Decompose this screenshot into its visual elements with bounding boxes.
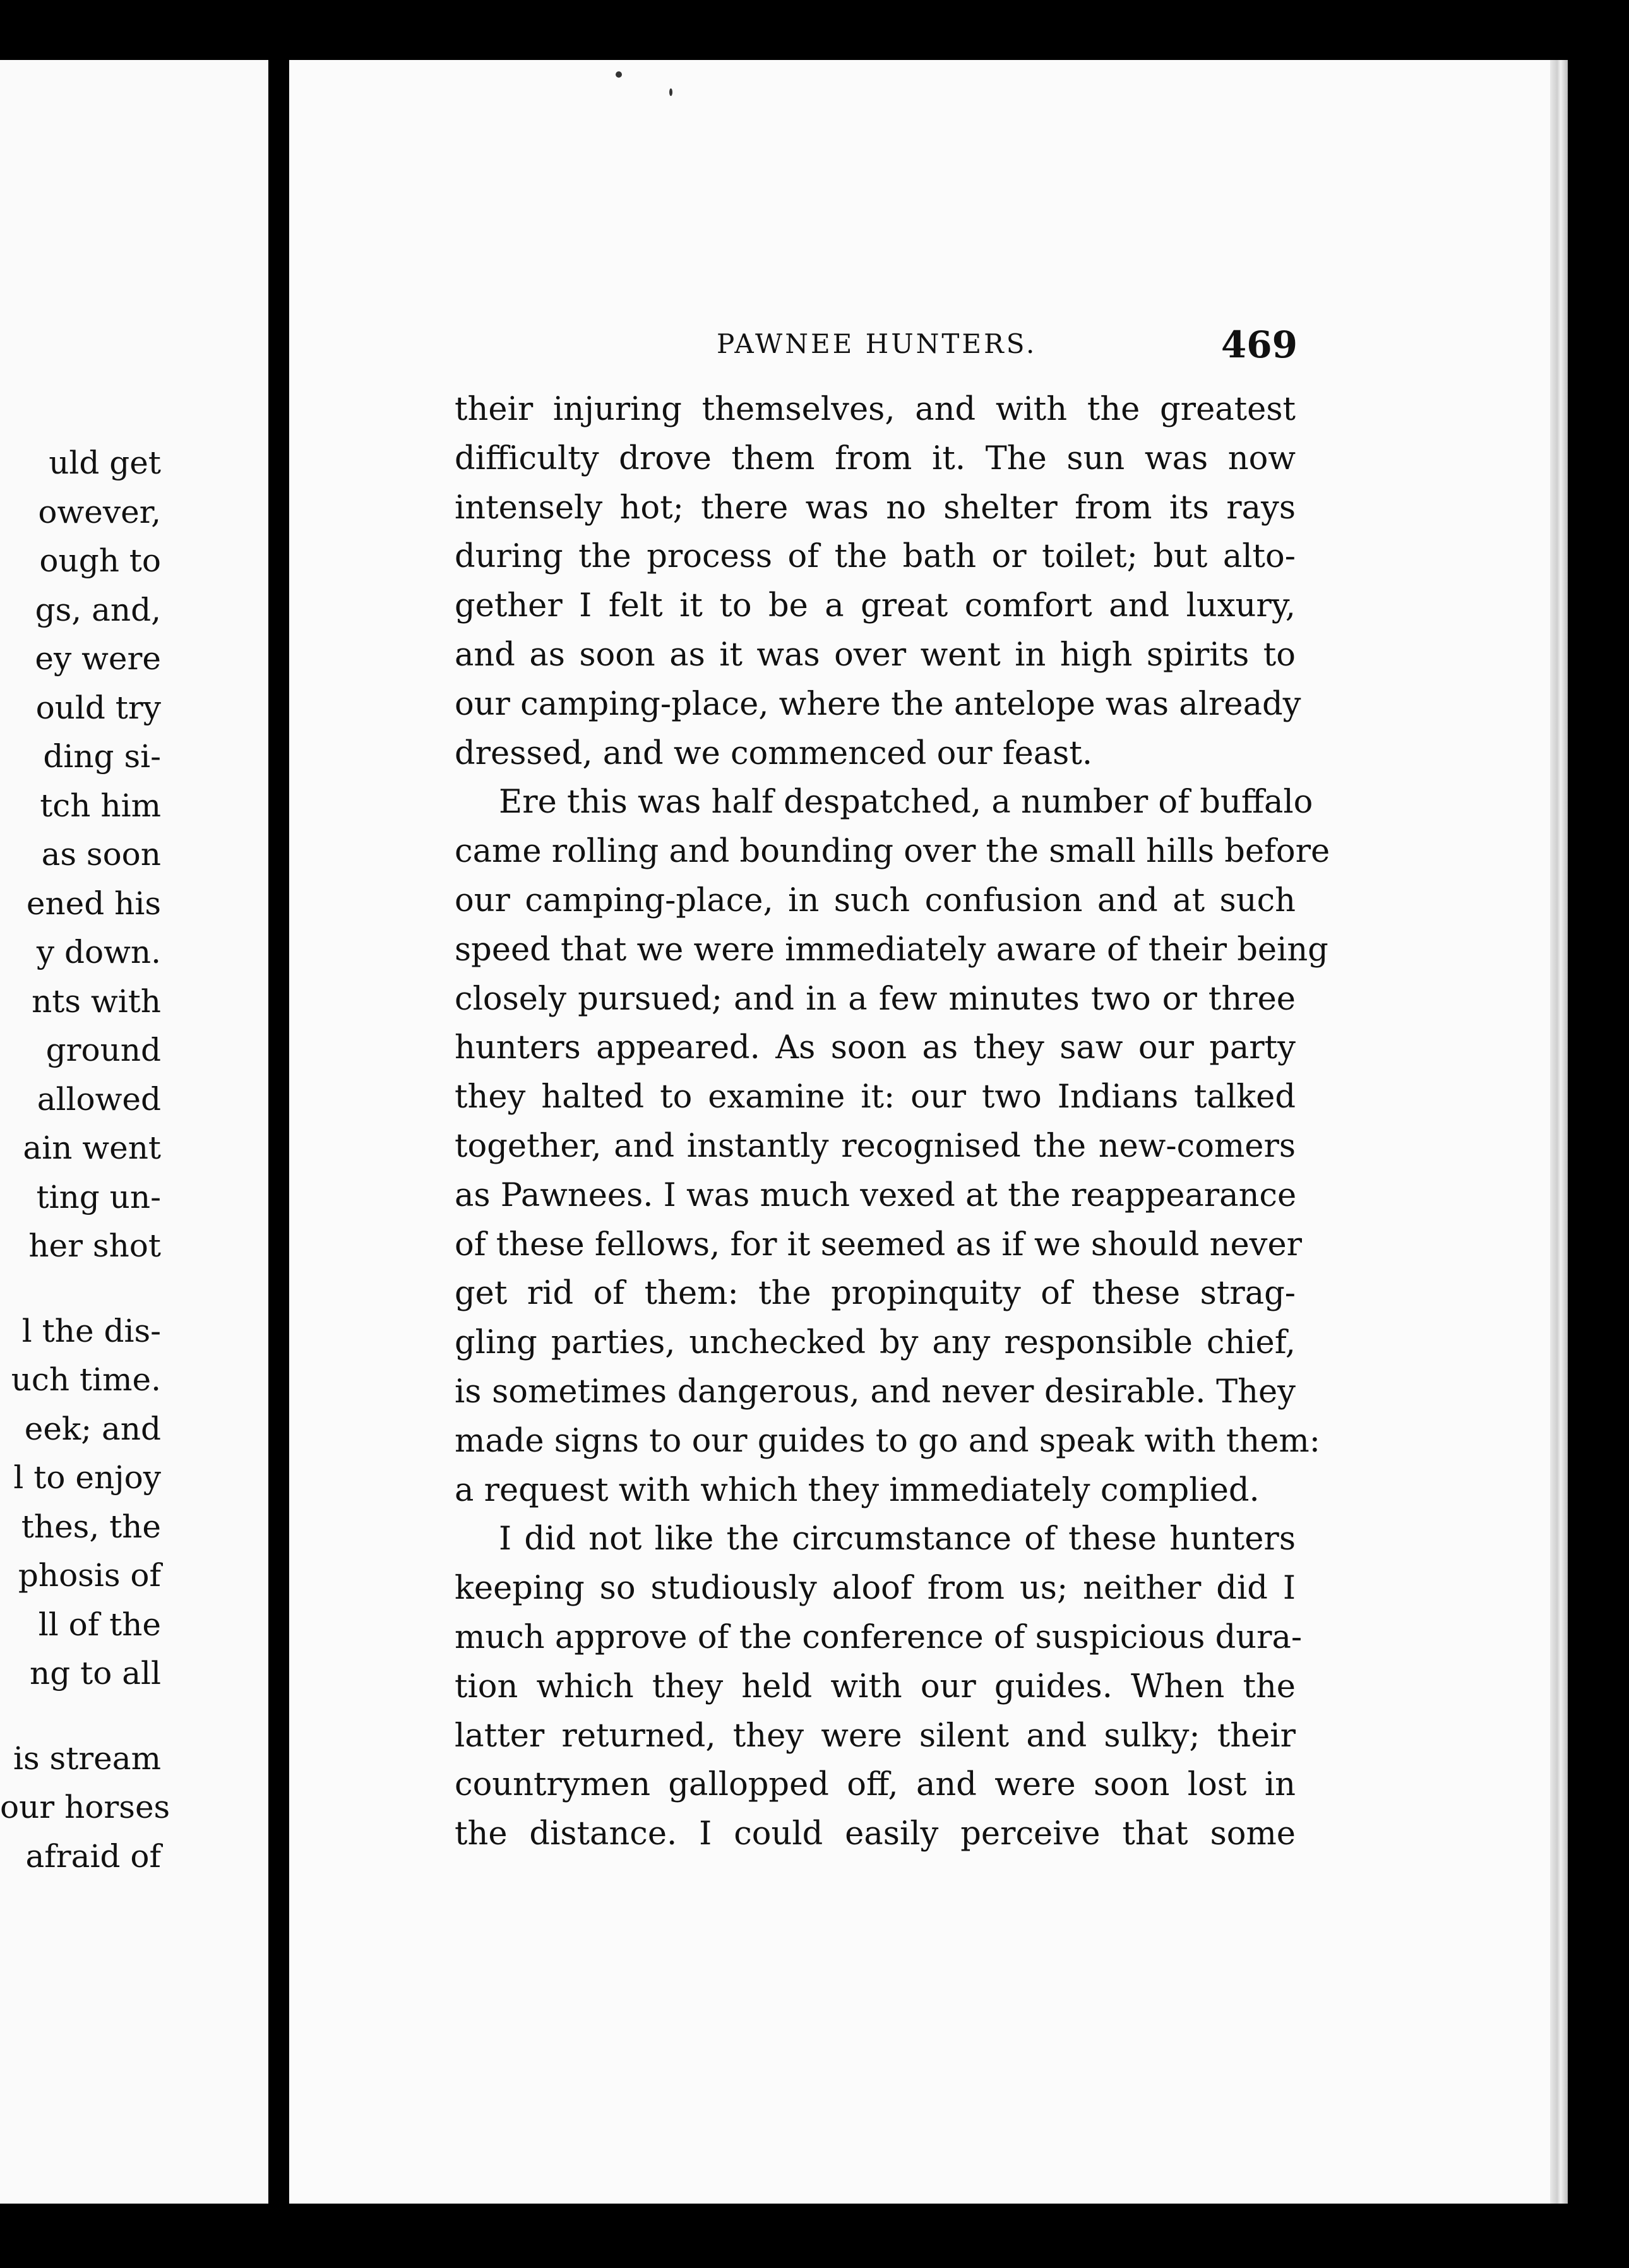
left-page-line: ough to [39,542,161,579]
text-line: I did not like the circumstance of these hunters [499,1520,1296,1558]
left-page-line: ng to all [30,1655,161,1692]
text-line: a request with which they immediately complied. [455,1471,1260,1509]
text-line: our camping-place, where the antelope was already [455,685,1301,723]
left-page-line: owever, [38,493,161,530]
paragraph [455,385,1301,778]
text-line: their injuring themselves, and with the greatest [455,391,1296,428]
left-page-text-fragments [0,439,170,1881]
page-gutter [268,60,289,2204]
page-edge [1550,60,1568,2204]
running-head: PAWNEE HUNTERS. [717,328,1037,359]
left-page-line: ain went [23,1130,161,1166]
text-line: dressed, and we commenced our feast. [455,734,1093,772]
left-page-line: ll of the [38,1606,161,1643]
left-page-line: y down. [36,934,161,970]
left-page-line: ould try [35,689,161,726]
left-page-line: ting un- [36,1178,161,1215]
left-page-line: l to enjoy [13,1459,161,1496]
text-line: closely pursued; and in a few minutes two or three [455,980,1296,1018]
left-page-line: l the dis- [21,1312,161,1349]
left-page-line: tch him [40,787,161,824]
text-line: and as soon as it was over went in high spirits to [455,636,1296,674]
text-line: gether I felt it to be a great comfort and luxury, [455,587,1296,625]
text-line: Ere this was half despatched, a number of buffalo [499,784,1313,821]
left-page-line [0,1271,161,1307]
text-line: get rid of them: the propinquity of these strag- [455,1275,1296,1313]
text-line: our camping-place, in such confusion and at such [455,881,1296,919]
text-line: during the process of the bath or toilet; but alto- [455,538,1296,576]
left-page-line: allowed [37,1080,161,1118]
left-page-line: as soon [41,836,161,873]
text-line: speed that we were immediately aware of their being [455,931,1328,969]
text-line: difficulty drove them from it. The sun was now [455,439,1296,477]
paragraph [455,1515,1303,1859]
left-page-line: eek; and [24,1410,161,1447]
text-line: hunters appeared. As soon as they saw our party [455,1029,1296,1067]
text-line: latter returned, they were silent and sulky; their [455,1717,1296,1755]
left-page-line: afraid of [25,1837,161,1875]
scan-speck [616,71,622,78]
text-line: keeping so studiously aloof from us; neither did I [455,1570,1296,1608]
text-line: came rolling and bounding over the small hills before [455,833,1330,871]
text-line: they halted to examine it: our two Indians talked [455,1078,1296,1116]
text-line: the distance. I could easily perceive that some [455,1815,1296,1853]
left-page-line: ding si- [43,738,161,775]
page-number: 469 [1220,323,1298,366]
left-page-line: uch time. [11,1361,161,1398]
left-page-line: our horses [0,1789,170,1825]
left-page [0,60,268,2204]
text-line: of these fellows, for it seemed as if we should never [455,1226,1303,1263]
left-page-line: gs, and, [35,591,161,628]
left-page-line: uld get [49,445,161,481]
left-page-line [0,1698,161,1734]
text-line: made signs to our guides to go and speak with them: [455,1422,1320,1460]
left-page-line: her shot [28,1227,161,1264]
left-page-line: thes, the [21,1508,161,1545]
left-page-line: ground [45,1032,161,1068]
text-line: as Pawnees. I was much vexed at the reappearance [455,1176,1297,1214]
text-line: countrymen gallopped off, and were soon lost in [455,1766,1296,1804]
page-header [717,323,1298,367]
text-line: intensely hot; there was no shelter from its rays [455,489,1296,527]
text-line: much approve of the conference of suspicious dura- [455,1618,1303,1656]
paragraph [455,778,1330,1515]
body-text [455,385,1330,1859]
text-line: is sometimes dangerous, and never desirable. They [455,1373,1296,1411]
left-page-line: nts with [32,982,161,1020]
text-line: gling parties, unchecked by any responsible chief, [455,1324,1296,1362]
scan-speck [669,88,672,96]
left-page-line: is stream [13,1740,161,1777]
left-page-line: ened his [26,885,161,922]
text-line: together, and instantly recognised the new-comers [455,1127,1296,1165]
left-page-line: phosis of [18,1557,161,1594]
text-line: tion which they held with our guides. When the [455,1668,1296,1705]
left-page-line: ey were [35,640,161,677]
